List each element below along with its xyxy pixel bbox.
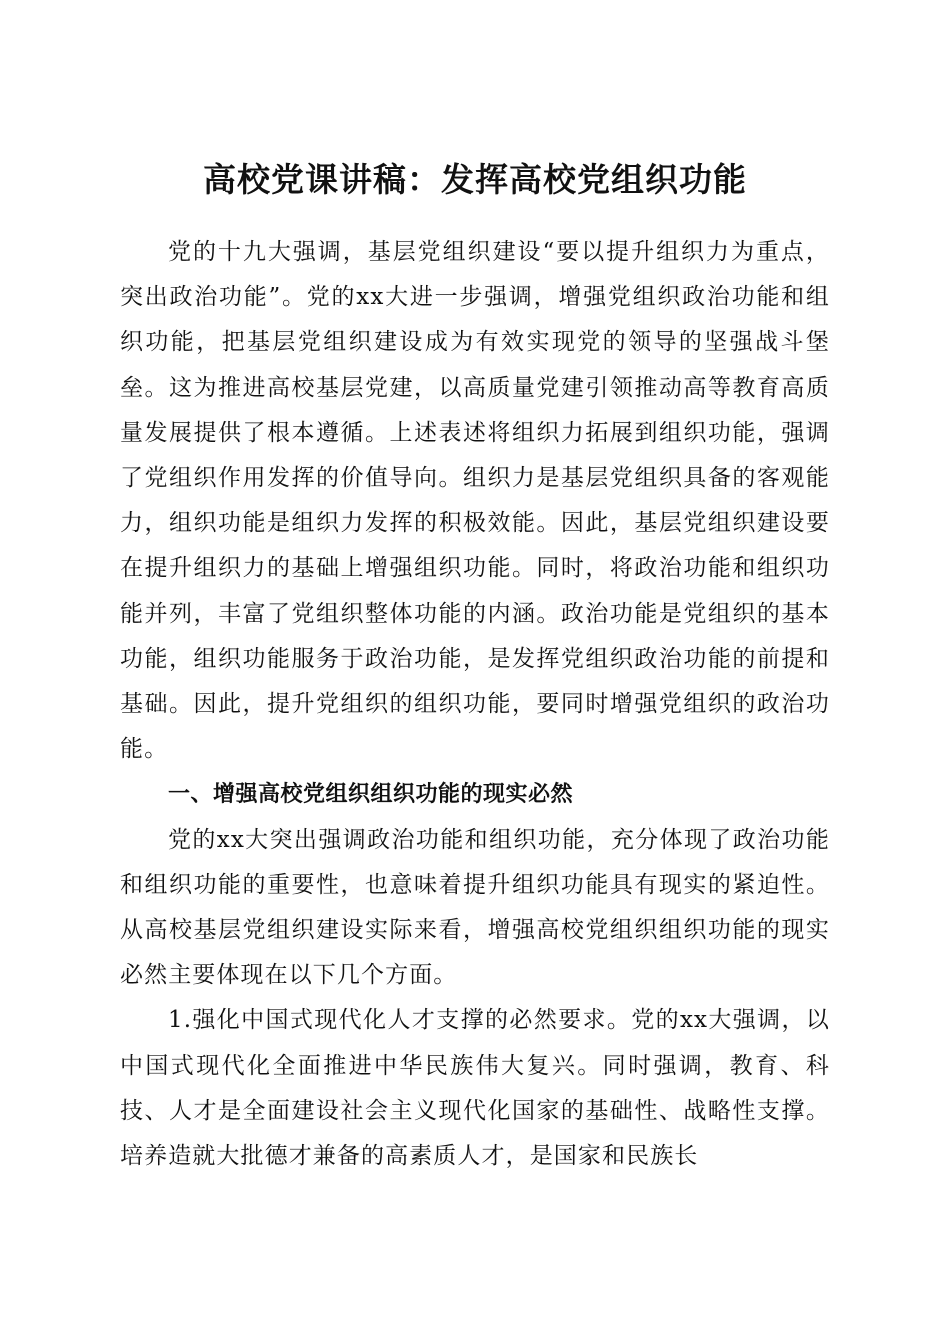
paragraph-point-1: 1.强化中国式现代化人才支撑的必然要求。党的xx大强调，以中国式现代化全面推进中华民族伟大复兴。同时强调，教育、科技、人才是全面建设社会主义现代化国家的基础性、战略性支撑。培养造就大批德才兼备的高素质人才，是国家和民族长 bbox=[120, 1007, 830, 1170]
document-body bbox=[120, 230, 830, 1179]
section-heading-1: 一、增强高校党组织组织功能的现实必然 bbox=[168, 782, 574, 808]
document-title: 高校党课讲稿：发挥高校党组织功能 bbox=[203, 160, 747, 200]
paragraph-section-1-intro: 党的xx大突出强调政治功能和组织功能，充分体现了政治功能和组织功能的重要性，也意味着提升组织功能具有现实的紧迫性。从高校基层党组织建设实际来看，增强高校党组织组织功能的现实必然主要体现在以下几个方面。 bbox=[120, 826, 830, 989]
paragraph-intro: 党的十九大强调，基层党组织建设“要以提升组织力为重点，突出政治功能”。党的xx大进一步强调，增强党组织政治功能和组织功能，把基层党组织建设成为有效实现党的领导的坚强战斗堡垒。这为推进高校基层党建，以高质量党建引领推动高等教育高质量发展提供了根本遵循。上述表述将组织力拓展到组织功能，强调了党组织作用发挥的价值导向。组织力是基层党组织具备的客观能力，组织功能是组织力发挥的积极效能。因此，基层党组织建设要在提升组织力的基础上增强组织功能。同时，将政治功能和组织功能并列，丰富了党组织整体功能的内涵。政治功能是党组织的基本功能，组织功能服务于政治功能，是发挥党组织政治功能的前提和基础。因此，提升党组织的组织功能，要同时增强党组织的政治功能。 bbox=[120, 239, 830, 763]
